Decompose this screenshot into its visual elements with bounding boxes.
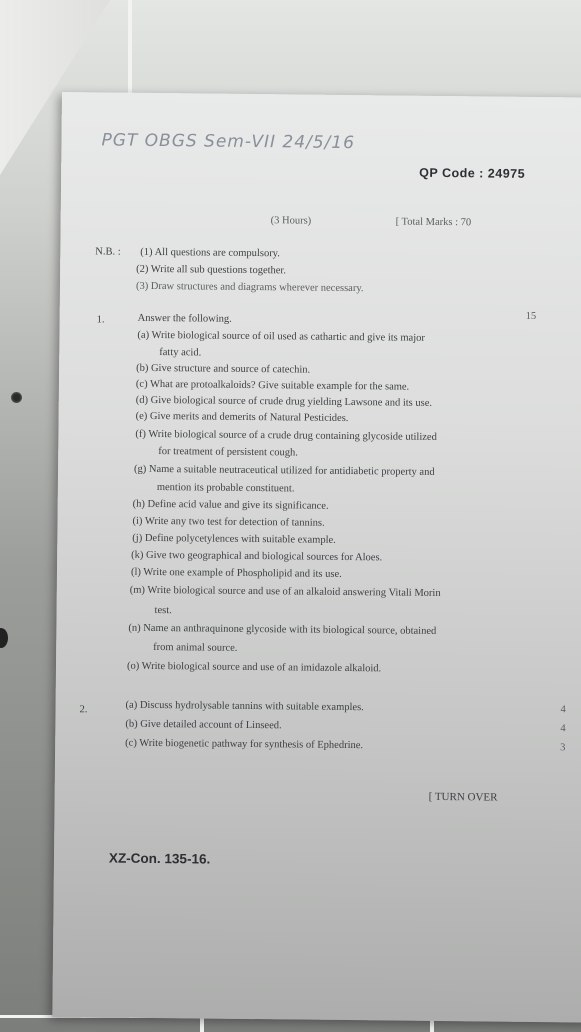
q1-item: mention its probable constituent. bbox=[156, 482, 295, 495]
punch-hole bbox=[11, 392, 22, 403]
q1-item: for treatment of persistent cough. bbox=[158, 446, 298, 459]
q2-item-marks: 3 bbox=[560, 742, 566, 754]
q1-item: (f) Write biological source of a crude drug containing glycoside utilized bbox=[135, 428, 437, 443]
q2-item-marks: 4 bbox=[560, 723, 566, 735]
question-2-number: 2. bbox=[79, 704, 88, 716]
q1-item: (e) Give merits and demerits of Natural Pesticides. bbox=[135, 410, 349, 425]
nb-item: (2) Write all sub questions together. bbox=[136, 263, 287, 277]
q1-item: (d) Give biological source of crude drug yielding Lawsone and its use. bbox=[135, 394, 433, 409]
nb-item: (3) Draw structures and diagrams wherever necessary. bbox=[135, 280, 364, 295]
q1-item: (j) Define polycetylences with suitable example. bbox=[132, 532, 336, 546]
q1-item: (b) Give structure and source of catechin. bbox=[136, 362, 311, 376]
q1-item: (h) Define acid value and give its significance. bbox=[132, 498, 329, 512]
question-1-number: 1. bbox=[96, 314, 105, 326]
q1-item: (c) What are protoalkaloids? Give suitable example for the same. bbox=[135, 378, 410, 393]
q1-item: (l) Write one example of Phospholipid and its use. bbox=[130, 566, 342, 580]
q1-item: (n) Name an anthraquinone glycoside with its biological source, obtained bbox=[128, 622, 437, 637]
q1-item: (g) Name a suitable neutraceutical utilized for antidiabetic property and bbox=[133, 463, 435, 478]
question-1-title: Answer the following. bbox=[137, 312, 232, 325]
exam-paper bbox=[52, 92, 581, 1023]
q1-item: (k) Give two geographical and biological sources for Aloes. bbox=[131, 549, 383, 564]
q1-item: from animal source. bbox=[153, 641, 238, 654]
q1-item: (o) Write biological source and use of an imidazole alkaloid. bbox=[126, 660, 382, 675]
q2-item-marks: 4 bbox=[560, 704, 566, 716]
turn-over: [ TURN OVER bbox=[428, 790, 498, 804]
total-marks: [ Total Marks : 70 bbox=[395, 216, 472, 229]
q2-item: (a) Discuss hydrolysable tannins with suitable examples. bbox=[125, 699, 364, 714]
q1-item: (a) Write biological source of oil used as cathartic and give its major bbox=[137, 329, 425, 344]
nb-item: (1) All questions are compulsory. bbox=[140, 246, 280, 260]
question-1-marks: 15 bbox=[525, 310, 537, 322]
duration: (3 Hours) bbox=[270, 215, 312, 227]
q1-item: (i) Write any two test for detection of tannins. bbox=[132, 515, 325, 529]
q1-item: fatty acid. bbox=[159, 347, 202, 359]
nb-label: N.B. : bbox=[95, 246, 121, 258]
tile-grout-top bbox=[128, 0, 132, 95]
qp-code: QP Code : 24975 bbox=[419, 165, 526, 181]
handwritten-header: PGT OBGS Sem-VII 24/5/16 bbox=[101, 130, 356, 154]
q1-item: (m) Write biological source and use of an alkaloid answering Vitali Morin bbox=[129, 584, 441, 599]
q1-item: test. bbox=[154, 604, 172, 617]
q2-item: (c) Write biogenetic pathway for synthesis of Ephedrine. bbox=[125, 737, 364, 752]
q2-item: (b) Give detailed account of Linseed. bbox=[125, 718, 282, 732]
footer-code: XZ-Con. 135-16. bbox=[108, 850, 211, 867]
